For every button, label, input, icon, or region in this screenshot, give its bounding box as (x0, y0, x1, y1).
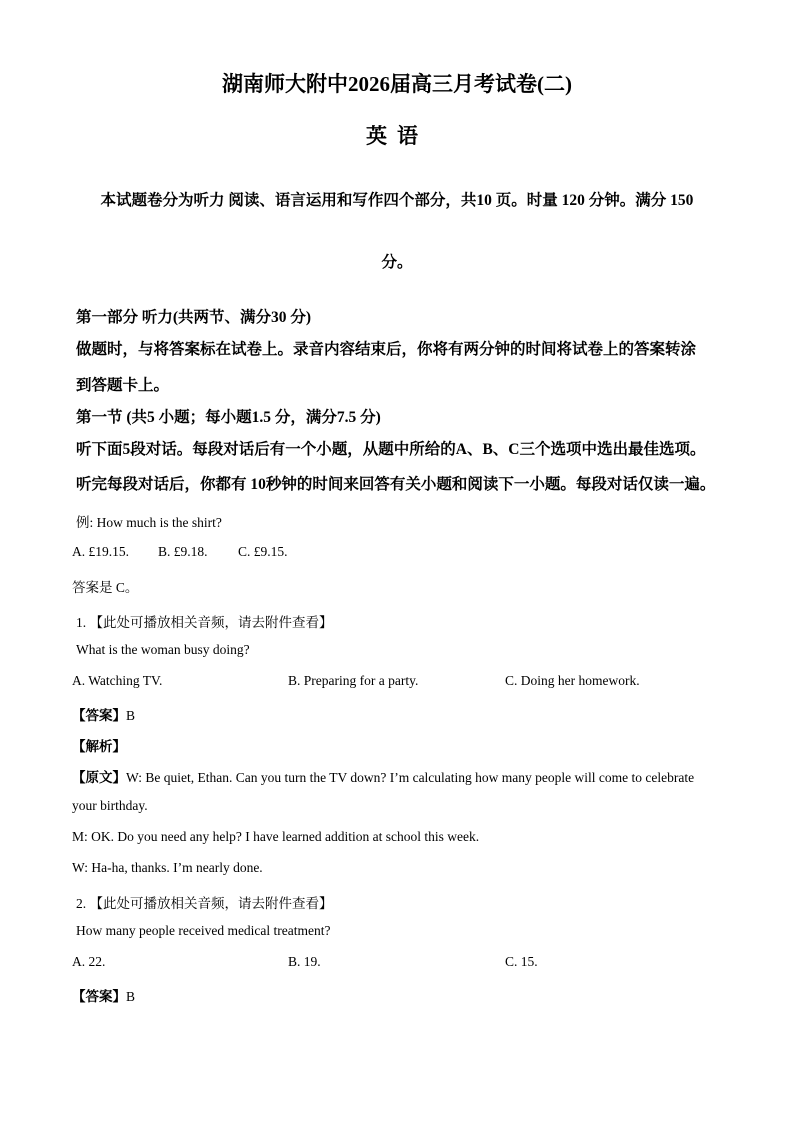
example-option-b: B. £9.18. (158, 544, 208, 559)
q1-option-a: A. Watching TV. (72, 673, 163, 688)
q2-option-c: C. 15. (505, 954, 538, 969)
example-question: 例: How much is the shirt? (76, 515, 222, 530)
example-option-c: C. £9.15. (238, 544, 288, 559)
subject-title: 英语 (366, 124, 428, 148)
answer-tag: 【答案】 (72, 989, 126, 1004)
example-option-a: A. £19.15. (72, 544, 129, 559)
q2-option-b: B. 19. (288, 954, 321, 969)
q2-answer (72, 985, 135, 1005)
part1-heading: 第一部分 听力(共两节、满分30 分) (76, 309, 312, 326)
q1-transcript-line-3: M: OK. Do you need any help? I have learned addition at school this week. (72, 829, 480, 844)
q2-question: How many people received medical treatment? (76, 923, 331, 938)
section1-line-1: 听下面5段对话。每段对话后有一个小题，从题中所给的A、B、C三个选项中选出最佳选项。 (76, 441, 706, 458)
q1-option-c: C. Doing her homework. (505, 673, 640, 688)
q1-transcript-line-2: your birthday. (72, 798, 148, 813)
q1-option-b: B. Preparing for a party. (288, 673, 419, 688)
part1-instruction-1: 做题时，与将答案标在试卷上。录音内容结束后，你将有两分钟的时间将试卷上的答案转涂 (76, 341, 697, 358)
q1-audio-note: 1. 【此处可播放相关音频，请去附件查看】 (76, 615, 333, 630)
example-answer: 答案是 C。 (72, 580, 139, 595)
answer-tag: 【答案】 (72, 708, 126, 723)
q1-transcript-line-1 (72, 766, 694, 786)
answer-value: B (126, 989, 136, 1004)
part1-instruction-2: 到答题卡上。 (76, 377, 170, 394)
section1-heading: 第一节 (共5 小题；每小题1.5 分，满分7.5 分) (76, 409, 381, 426)
q1-answer (72, 704, 135, 724)
page-title: 湖南师大附中2026届高三月考试卷(二) (222, 72, 572, 96)
q2-option-a: A. 22. (72, 954, 106, 969)
q1-question: What is the woman busy doing? (76, 642, 250, 657)
section1-line-2: 听完每段对话后，你都有 10秒钟的时间来回答有关小题和阅读下一小题。每段对话仅读一遍。 (76, 476, 716, 493)
intro-line-2: 分。 (381, 254, 413, 271)
q1-transcript-line-4: W: Ha-ha, thanks. I’m nearly done. (72, 860, 263, 875)
transcript-text: W: Be quiet, Ethan. Can you turn the TV down? I’m calculating how many people will come to celebrate (126, 770, 695, 785)
answer-value: B (126, 708, 136, 723)
q2-audio-note: 2. 【此处可播放相关音频，请去附件查看】 (76, 896, 333, 911)
intro-line-1: 本试题卷分为听力 阅读、语言运用和写作四个部分，共10 页。时量 120 分钟。满分 150 (100, 192, 694, 209)
transcript-tag: 【原文】 (72, 770, 126, 785)
q1-analysis-tag: 【解析】 (72, 739, 126, 754)
